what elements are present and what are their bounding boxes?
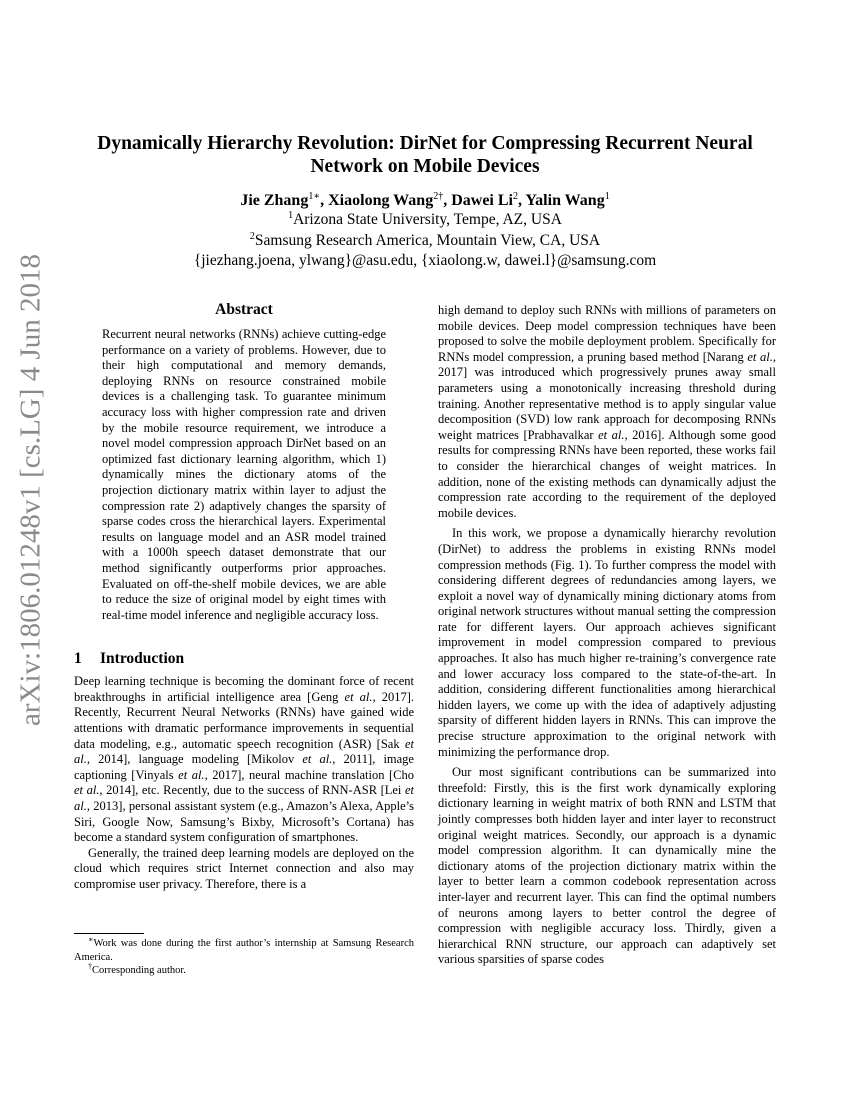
italic-run: et al.	[74, 783, 100, 798]
footnotes	[74, 933, 414, 978]
footnote-text: Work was done during the first author’s internship at Samsung Research America.	[74, 938, 414, 963]
italic-run: et al.	[302, 752, 333, 767]
author	[240, 192, 328, 209]
italic-run: et al.	[747, 349, 773, 364]
affiliation-mark: 1	[288, 210, 294, 221]
author-separator: ,	[320, 192, 329, 209]
footnote-1	[74, 937, 414, 964]
abstract-heading: Abstract	[215, 301, 273, 318]
affiliation-1	[60, 210, 790, 230]
author-name: Yalin Wang	[525, 192, 605, 209]
italic-run: et al.	[74, 736, 414, 767]
author-separator: ,	[443, 192, 452, 209]
italic-run: et al.	[344, 689, 373, 704]
affiliation-text: Arizona State University, Tempe, AZ, USA	[293, 211, 562, 228]
footnote-mark: †	[88, 962, 92, 971]
italic-run: et al.	[178, 767, 205, 782]
author	[525, 192, 609, 209]
intro-paragraph-3: high demand to deploy such RNNs with millions of parameters on mobile devices. Deep model compression techniques have been proposed to solve the mobile deployment problem. Specifically for RNNs model compression, a pruning based method [Narang et al., 2017] was introduced which progressively prunes away small parameters using a monotonically increasing threshold during training. Another representative method is to apply singular value decomposition (SVD) low rank approach for decomposing RNNs weight matrices [Prabhavalkar et al., 2016]. Although some good results for compressing RNNs have been reported, these works fail to consider the hierarchical changes of weight matrices. In addition, none of the existing methods can dynamically adjust the compression rate according to the requirement of the deployed mobile devices.	[438, 303, 777, 520]
intro-paragraph-2: Generally, the trained deep learning models are deployed on the cloud which requires strict Internet connection and also may compromise user privacy. Therefore, there is a	[74, 845, 414, 891]
footnote-rule	[74, 933, 144, 934]
author-emails: {jiezhang.joena, ylwang}@asu.edu, {xiaolong.w, dawei.l}@samsung.com	[193, 252, 657, 269]
section-number: 1	[74, 650, 82, 668]
intro-paragraph-1: Deep learning technique is becoming the dominant force of recent breakthroughs in artificial intelligence area [Geng et al., 2017]. Recently, Recurrent Neural Networks (RNNs) have gained wide attentions with dramatic performance improvements in sequential data modeling, e.g., automatic speech recognition (ASR) [Sak et al., 2014], language modeling [Mikolov et al., 2011], image captioning [Vinyals et al., 2017], neural machine translation [Cho et al., 2014], etc. Recently, due to the success of RNN-ASR [Lei et al., 2013], personal assistant system (e.g., Amazon’s Alexa, Apple’s Siri, Google Now, Samsung’s Bixby, Microsoft’s Cortana) has become a standard system configuration of smartphones.	[74, 674, 415, 845]
right-column	[438, 303, 776, 968]
author-mark: 2	[512, 191, 518, 202]
section-title: Introduction	[100, 650, 185, 668]
author-list	[60, 191, 790, 211]
author-name: Dawei Li	[451, 192, 513, 209]
author	[328, 192, 451, 209]
italic-run: et al.	[598, 427, 625, 442]
italic-run: et al.	[74, 783, 414, 814]
affiliation-2	[60, 231, 790, 251]
author-mark: 1	[604, 191, 610, 202]
author-separator: ,	[517, 192, 526, 209]
author-mark: 1∗	[308, 191, 321, 202]
author-name: Xiaolong Wang	[328, 192, 434, 209]
footnote-text: Corresponding author.	[92, 965, 186, 976]
author	[451, 192, 525, 209]
left-column	[74, 300, 414, 893]
title-line-1: Dynamically Hierarchy Revolution: DirNet for Compressing Recurrent Neural	[97, 133, 753, 154]
arxiv-stamp-text: arXiv:1806.01248v1 [cs.LG] 4 Jun 2018	[14, 253, 47, 727]
footnote-2	[74, 964, 414, 978]
paper-title	[60, 132, 790, 178]
arxiv-stamp	[0, 253, 62, 727]
abstract-text: Recurrent neural networks (RNNs) achieve cutting-edge performance on a variety of problems. However, due to their high computational and memory demands, deploying RNNs on resource constrained mobile devices is a challenging task. To guarantee minimum accuracy loss with higher compression rate and driven by the mobile resource requirement, we introduce a novel model compression approach DirNet based on an optimized fast dictionary learning algorithm, which 1) dynamically mines the dictionary atoms of the projection dictionary matrix within layer to adjust the compression rate 2) adaptively changes the sparsity of sparse codes cross the hierarchical layers. Experimental results on language model and an ASR model trained with a 1000h speech dataset demonstrate that our method significantly outperforms prior approaches. Evaluated on off-the-shelf mobile devices, we are able to reduce the size of original model by eight times with real-time model inference and negligible accuracy loss.	[102, 327, 386, 622]
footnote-mark: ∗	[88, 935, 94, 944]
section-heading-introduction	[74, 649, 414, 669]
title-line-2: Network on Mobile Devices	[310, 156, 540, 177]
author-name: Jie Zhang	[240, 192, 309, 209]
intro-paragraph-5: Our most significant contributions can be summarized into threefold: Firstly, this is the first work dynamically exploring dictionary learning in weight matrix of both RNN and LSTM that jointly compresses both hidden layer and inter layer to reconstruct original weight matrices. Secondly, our approach is a dynamic model compression algorithm. It can dynamically mine the dictionary atoms of the projection dictionary matrix within the layer to better learn a common codebook representation across inter-layer and recurrent layer. This can find the optimal numbers of neurons among layers to better control the degree of compression with negligible accuracy loss. Thirdly, given a hierarchical RNN structure, our approach can adaptively set various sparsities of sparse codes	[438, 765, 776, 967]
intro-paragraph-4: In this work, we propose a dynamically hierarchy revolution (DirNet) to address the problems in existing RNNs model compression methods (Fig. 1). To further compress the model with considering different degrees of redundancies among layers, we exploit a novel way of dynamically mining dictionary atoms from original network structures without manual setting the compression rate for different layers. Our approach achieves significant improvement in model compression compared to previous approaches. It also has much higher re-training’s convergence rate and lower accuracy loss compared to the state-of-the-art. In addition, considering different functionalities among hierarchical hidden layers, we come up with the idea of adaptively adjusting sparsity of different hidden layers in RNNs. This can improve the precise structure approximation to the original network with minimizing the performance drop.	[438, 526, 776, 759]
affiliation-text: Samsung Research America, Mountain View, CA, USA	[254, 232, 601, 249]
affiliation-mark: 2	[249, 231, 255, 242]
author-mark: 2†	[433, 191, 444, 202]
